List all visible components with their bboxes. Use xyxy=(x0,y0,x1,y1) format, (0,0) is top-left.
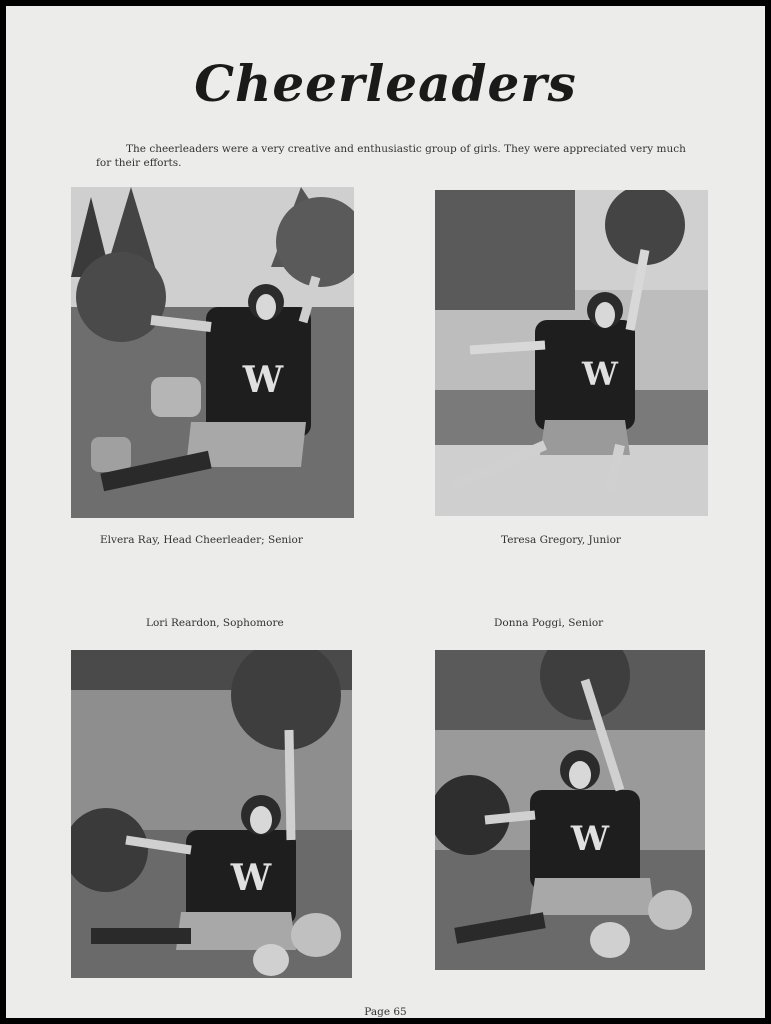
caption-teresa-gregory: Teresa Gregory, Junior xyxy=(501,534,621,546)
uniform-letter-w-1: W xyxy=(242,359,284,401)
uniform-letter-w-2: W xyxy=(582,355,618,393)
uniform-letter-w-3: W xyxy=(230,857,272,899)
caption-donna-poggi: Donna Poggi, Senior xyxy=(494,617,604,629)
page-number: Page 65 xyxy=(364,1006,407,1018)
intro-paragraph: The cheerleaders were a very creative and enthusiastic group of girls. They were appreciated very much for their efforts. xyxy=(96,143,686,169)
photo-elvera-ray xyxy=(71,187,354,518)
uniform-letter-w-4: W xyxy=(570,819,610,859)
caption-lori-reardon: Lori Reardon, Sophomore xyxy=(146,617,284,629)
yearbook-page xyxy=(6,6,765,1018)
photo-lori-reardon xyxy=(71,650,352,978)
photo-donna-poggi xyxy=(435,650,705,970)
page-title: Cheerleaders xyxy=(194,54,577,113)
photo-teresa-gregory xyxy=(435,190,708,516)
caption-elvera-ray: Elvera Ray, Head Cheerleader; Senior xyxy=(100,534,303,546)
